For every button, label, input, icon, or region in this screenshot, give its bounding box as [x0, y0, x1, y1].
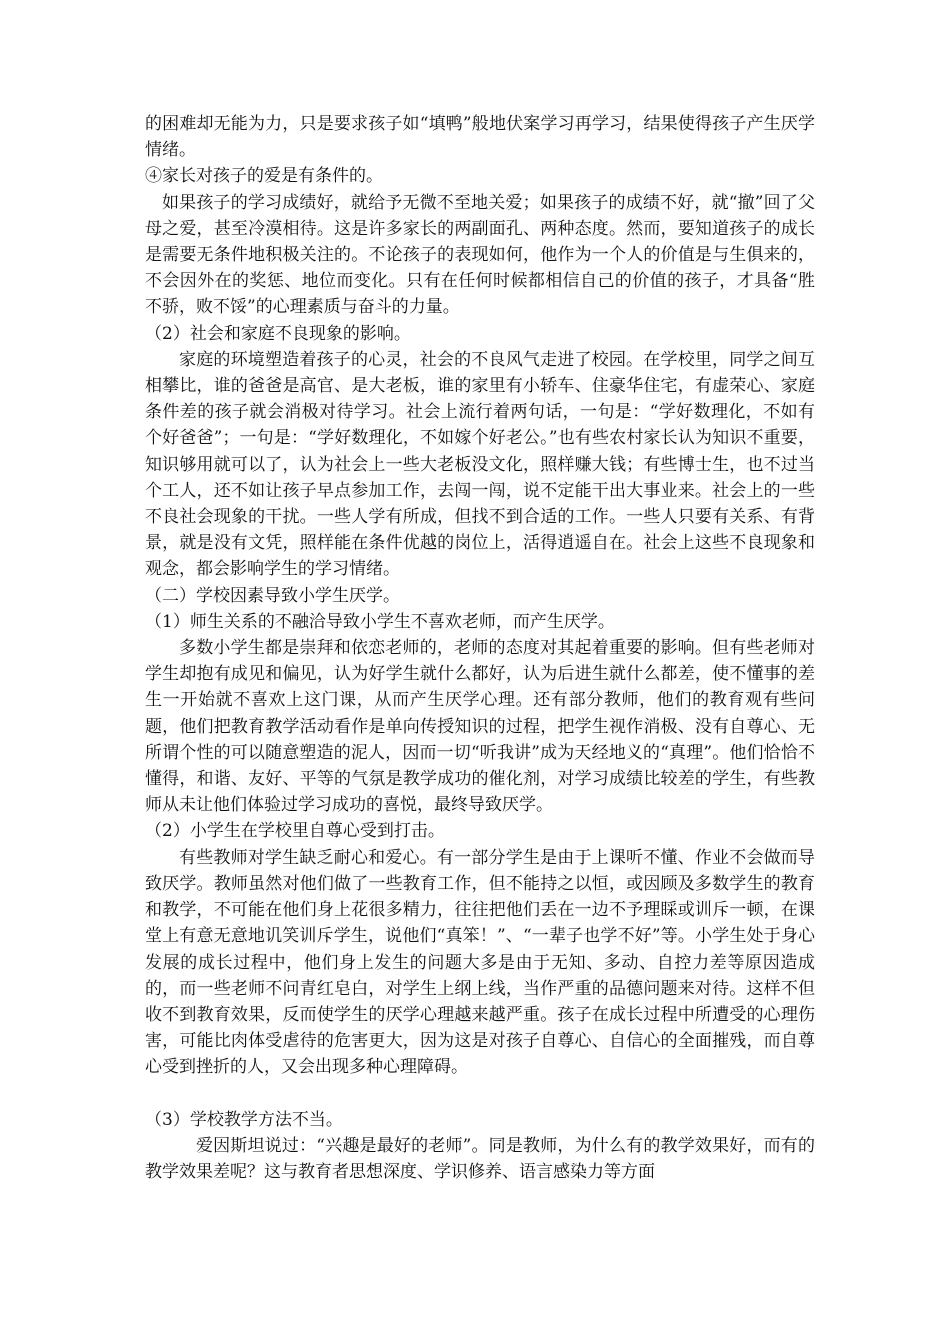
- paragraph-self-esteem: 有些教师对学生缺乏耐心和爱心。有一部分学生是由于上课听不懂、作业不会做而导致厌学。教师虽然对他们做了一些教育工作，但不能持之以恒，或因顾及多数学生的教育和教学，不可能在他们身上花很多精力，往往把他们丢在一边不予理睬或训斥一顿，在课堂上有意无意地讥笑训斥学生，说他们“真笨！”、“一辈子也学不好”等。小学生处于身心发展的成长过程中，他们身上发生的问题大多是由于无知、多动、自控力差等原因造成的，而一些老师不问青红皂白，对学生上纲上线，当作严重的品德问题来对待。这样不但收不到教育效果，反而使学生的厌学心理越来越严重。孩子在成长过程中所遭受的心理伤害，可能比肉体受虐待的危害更大，因为这是对孩子自尊心、自信心的全面摧残，而自尊心受到挫折的人，又会出现多种心理障碍。: [145, 847, 815, 1078]
- subheading-self-esteem: （2）小学生在学校里自尊心受到打击。: [145, 821, 445, 842]
- paragraph-continuation: 的困难却无能为力，只是要求孩子如“填鸭”般地伏案学习再学习，结果使得孩子产生厌学情绪。: [145, 114, 815, 161]
- subheading-parent-love: ④家长对孩子的爱是有条件的。: [145, 166, 383, 187]
- paragraph-teaching-methods: 爱因斯坦说过：“兴趣是最好的老师”。同是教师，为什么有的教学效果好，而有的教学效果差呢？这与教育者思想深度、学识修养、语言感染力等方面: [145, 1135, 815, 1182]
- subheading-social-family: （2）社会和家庭不良现象的影响。: [145, 323, 411, 344]
- subheading-teaching-methods: （3）学校教学方法不当。: [145, 1109, 343, 1130]
- subheading-teacher-relationship: （1）师生关系的不融洽导致小学生不喜欢老师，而产生厌学。: [145, 611, 615, 632]
- blank-line: [145, 1081, 815, 1107]
- document-body: [145, 111, 815, 1185]
- section-heading-school-factors: （二）学校因素导致小学生厌学。: [145, 585, 400, 606]
- paragraph-teacher-relationship: 多数小学生都是崇拜和依恋老师的，老师的态度对其起着重要的影响。但有些老师对学生却抱有成见和偏见，认为好学生就什么都好，认为后进生就什么都差，使不懂事的差生一开始就不喜欢上这门课，从而产生厌学心理。还有部分教师，他们的教育观有些问题，他们把教育教学活动看作是单向传授知识的过程，把学生视作消极、没有自尊心、无所谓个性的可以随意塑造的泥人，因而一切“听我讲”成为天经地义的“真理”。他们恰恰不懂得，和谐、友好、平等的气氛是教学成功的催化剂，对学习成绩比较差的学生，有些教师从未让他们体验过学习成功的喜悦，最终导致厌学。: [145, 638, 815, 816]
- paragraph-conditional-love: 如果孩子的学习成绩好，就给予无微不至地关爱；如果孩子的成绩不好，就“撤”回了父母之爱，甚至冷漠相待。这是许多家长的两副面孔、两种态度。然而，要知道孩子的成长是需要无条件地积极关注的。不论孩子的表现如何，他作为一个人的价值是与生俱来的，不会因外在的奖惩、地位而变化。只有在任何时候都相信自己的价值的孩子，才具备“胜不骄，败不馁”的心理素质与奋斗的力量。: [145, 192, 815, 318]
- paragraph-social-influence: 家庭的环境塑造着孩子的心灵，社会的不良风气走进了校园。在学校里，同学之间互相攀比，谁的爸爸是高官、是大老板，谁的家里有小轿车、住豪华住宅，有虚荣心、家庭条件差的孩子就会消极对待学习。社会上流行着两句话，一句是：“学好数理化，不如有个好爸爸”；一句是：“学好数理化，不如嫁个好老公。”也有些农村家长认为知识不重要，知识够用就可以了，认为社会上一些大老板没文化，照样赚大钱；有些博士生，也不过当个工人，还不如让孩子早点参加工作，去闯一闯，说不定能干出大事业来。社会上的一些不良社会现象的干扰。一些人学有所成，但找不到合适的工作。一些人只要有关系、有背景，就是没有文凭，照样能在条件优越的岗位上，活得逍遥自在。社会上这些不良现象和观念，都会影响学生的学习情绪。: [145, 349, 815, 580]
